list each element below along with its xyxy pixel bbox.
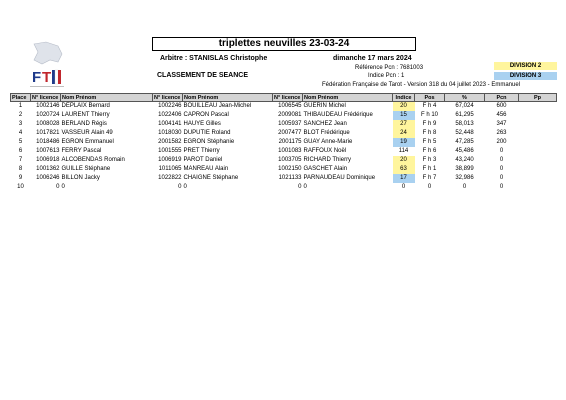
pos-cell: F h 7 — [422, 175, 437, 181]
name-1-cell: LAURENT Thierry — [61, 112, 110, 118]
table-row — [11, 183, 557, 192]
fft-logo-icon — [28, 40, 70, 92]
pos-cell: F h 1 — [422, 166, 437, 172]
pp-cell — [519, 156, 557, 165]
licence-3-cell: 1002150 — [278, 166, 302, 172]
table-row — [11, 174, 557, 183]
indice-cell: 63 — [393, 165, 415, 174]
licence-1-cell: 0 — [56, 184, 60, 190]
licence-3-cell: 1005937 — [278, 121, 302, 127]
name-2-cell: MANREAU Alain — [183, 166, 229, 172]
svg-text:F: F — [32, 69, 42, 86]
place-cell: 8 — [18, 166, 23, 172]
indice-pcn: Indice Pcn : 1 — [368, 73, 405, 79]
page-title: triplettes neuvilles 23-03-24 — [152, 37, 416, 51]
col-licence-3: N° licence — [273, 94, 303, 102]
name-2-cell: CHAIGNE Stéphane — [183, 175, 239, 181]
licence-2-cell: 1004141 — [158, 121, 182, 127]
percent-cell: 0 — [462, 184, 467, 190]
name-3-cell: RAFFOUX Noël — [303, 148, 347, 154]
name-2-cell: CAPRON Pascal — [183, 112, 229, 118]
percent-cell: 47,285 — [455, 139, 474, 145]
table-row — [11, 129, 557, 138]
date-label: dimanche 17 mars 2024 — [333, 55, 412, 62]
percent-cell: 52,448 — [455, 130, 474, 136]
licence-1-cell: 1018486 — [36, 139, 60, 145]
name-2-cell: EGRON Stéphanie — [183, 139, 235, 145]
name-3-cell: SANCHEZ Jean — [303, 121, 347, 127]
place-cell: 2 — [18, 112, 23, 118]
licence-1-cell: 1002146 — [36, 103, 60, 109]
licence-2-cell: 1002246 — [158, 103, 182, 109]
arbitre-label: Arbitre : STANISLAS Christophe — [160, 55, 268, 62]
licence-3-cell: 2009081 — [278, 112, 302, 118]
percent-cell: 45,486 — [455, 148, 474, 154]
name-1-cell: 0 — [61, 184, 65, 190]
licence-3-cell: 2001175 — [278, 139, 302, 145]
table-row — [11, 165, 557, 174]
indice-cell: 17 — [393, 174, 415, 183]
indice-cell: 15 — [393, 111, 415, 120]
place-cell: 4 — [18, 130, 23, 136]
place-cell: 6 — [18, 148, 23, 154]
table-row — [11, 102, 557, 112]
pp-cell — [519, 120, 557, 129]
pcn-cell: 0 — [499, 157, 504, 163]
name-2-cell: PRET Thierry — [183, 148, 220, 154]
name-1-cell: DEPLAIX Bernard — [61, 103, 110, 109]
place-cell: 9 — [18, 175, 23, 181]
pp-cell — [519, 111, 557, 120]
federation-info: Fédération Française de Tarot - Version 318 du 04 juillet 2023 - Emmanuel — [322, 82, 521, 88]
name-1-cell: BILLON Jacky — [61, 175, 100, 181]
percent-cell: 43,240 — [455, 157, 474, 163]
pcn-cell: 0 — [499, 148, 504, 154]
place-cell: 7 — [18, 157, 23, 163]
licence-1-cell: 1017821 — [36, 130, 60, 136]
pcn-cell: 347 — [496, 121, 507, 127]
pos-cell: F h 3 — [422, 157, 437, 163]
name-3-cell: BLOT Frédérique — [303, 130, 350, 136]
indice-cell: 114 — [398, 148, 409, 154]
pp-cell — [519, 147, 557, 156]
percent-cell: 38,899 — [455, 166, 474, 172]
division-3-badge: DIVISION 3 — [494, 72, 557, 80]
pp-cell — [519, 129, 557, 138]
percent-cell: 58,013 — [455, 121, 474, 127]
pcn-cell: 0 — [499, 184, 504, 190]
licence-2-cell: 2001582 — [158, 139, 182, 145]
pcn-cell: 263 — [496, 130, 507, 136]
col-indice: Indice — [393, 94, 415, 102]
licence-1-cell: 1006246 — [36, 175, 60, 181]
name-1-cell: EGRON Emmanuel — [61, 139, 114, 145]
table-row — [11, 138, 557, 147]
place-cell: 1 — [18, 103, 23, 109]
pos-cell: F h 10 — [420, 112, 438, 118]
licence-2-cell: 1022822 — [158, 175, 182, 181]
licence-2-cell: 1006919 — [158, 157, 182, 163]
indice-cell: 27 — [393, 120, 415, 129]
licence-3-cell: 1001083 — [278, 148, 302, 154]
licence-3-cell: 1006545 — [278, 103, 302, 109]
pcn-cell: 200 — [496, 139, 507, 145]
place-cell: 3 — [18, 121, 23, 127]
indice-cell: 20 — [393, 102, 415, 112]
licence-3-cell: 1003705 — [278, 157, 302, 163]
col-name-2: Nom Prénom — [183, 94, 273, 102]
licence-2-cell: 1001555 — [158, 148, 182, 154]
name-1-cell: ALCOBENDAS Romain — [61, 157, 125, 163]
pcn-cell: 0 — [499, 175, 504, 181]
licence-3-cell: 1021133 — [278, 175, 302, 181]
licence-2-cell: 1018030 — [158, 130, 182, 136]
table-row — [11, 120, 557, 129]
licence-1-cell: 1020724 — [36, 112, 60, 118]
name-2-cell: HAUYE Gilles — [183, 121, 221, 127]
name-2-cell: DUPUTIE Roland — [183, 130, 231, 136]
indice-cell: 0 — [401, 184, 406, 190]
percent-cell: 61,295 — [455, 112, 474, 118]
name-1-cell: GUILLE Stéphane — [61, 166, 111, 172]
name-2-cell: PAROT Daniel — [183, 157, 223, 163]
col-pos: Pos — [415, 94, 445, 102]
col-percent: % — [445, 94, 485, 102]
licence-3-cell: 2007477 — [278, 130, 302, 136]
name-3-cell: GUERIN Michel — [303, 103, 346, 109]
col-pcn: Pcn — [485, 94, 519, 102]
percent-cell: 32,986 — [455, 175, 474, 181]
pos-cell: F h 8 — [422, 130, 437, 136]
name-1-cell: BERLAND Régis — [61, 121, 107, 127]
table-row — [11, 111, 557, 120]
col-name-1: Nom Prénom — [61, 94, 153, 102]
place-cell: 10 — [17, 184, 24, 190]
table-header-row — [11, 94, 557, 102]
name-1-cell: FERRY Pascal — [61, 148, 102, 154]
pp-cell — [519, 165, 557, 174]
pcn-cell: 600 — [496, 103, 507, 109]
indice-cell: 24 — [393, 129, 415, 138]
name-3-cell: GUAY Anne-Marie — [303, 139, 353, 145]
pp-cell — [519, 174, 557, 183]
licence-1-cell: 1001362 — [36, 166, 60, 172]
col-licence-2: N° licence — [153, 94, 183, 102]
place-cell: 5 — [18, 139, 23, 145]
pp-cell — [519, 183, 557, 192]
col-name-3: Nom Prénom — [303, 94, 393, 102]
licence-1-cell: 1006918 — [36, 157, 60, 163]
name-3-cell: GASCHET Alain — [303, 166, 348, 172]
indice-cell: 20 — [393, 156, 415, 165]
name-3-cell: THIBAUDEAU Frédérique — [303, 112, 373, 118]
col-pp: Pp — [519, 94, 557, 102]
indice-cell: 19 — [393, 138, 415, 147]
licence-2-cell: 0 — [178, 184, 182, 190]
pp-cell — [519, 138, 557, 147]
licence-2-cell: 1011065 — [158, 166, 182, 172]
licence-1-cell: 1008028 — [36, 121, 60, 127]
pos-cell: F h 5 — [422, 139, 437, 145]
col-licence-1: N° licence — [31, 94, 61, 102]
name-3-cell: PARNAUDEAU Dominique — [303, 175, 376, 181]
licence-1-cell: 1007613 — [36, 148, 60, 154]
licence-3-cell: 0 — [298, 184, 302, 190]
col-place: Place — [11, 94, 31, 102]
licence-2-cell: 1022406 — [158, 112, 182, 118]
percent-cell: 67,024 — [455, 103, 474, 109]
classement-heading: CLASSEMENT DE SEANCE — [157, 72, 249, 79]
results-table — [10, 93, 557, 192]
pos-cell: 0 — [427, 184, 432, 190]
pos-cell: F h 6 — [422, 148, 437, 154]
name-1-cell: VASSEUR Alain 49 — [61, 130, 113, 136]
table-row — [11, 147, 557, 156]
name-2-cell: BOUILLEAU Jean-Michel — [183, 103, 252, 109]
division-2-badge: DIVISION 2 — [494, 62, 557, 70]
table-row — [11, 156, 557, 165]
name-3-cell: 0 — [303, 184, 307, 190]
reference-pcn: Référence Pcn : 7681003 — [355, 65, 424, 71]
pp-cell — [519, 102, 557, 112]
name-2-cell: 0 — [183, 184, 187, 190]
name-3-cell: RICHARD Thierry — [303, 157, 352, 163]
svg-text:T: T — [42, 69, 52, 86]
pcn-cell: 0 — [499, 166, 504, 172]
pos-cell: F h 4 — [422, 103, 437, 109]
pos-cell: F h 9 — [422, 121, 437, 127]
pcn-cell: 456 — [496, 112, 507, 118]
